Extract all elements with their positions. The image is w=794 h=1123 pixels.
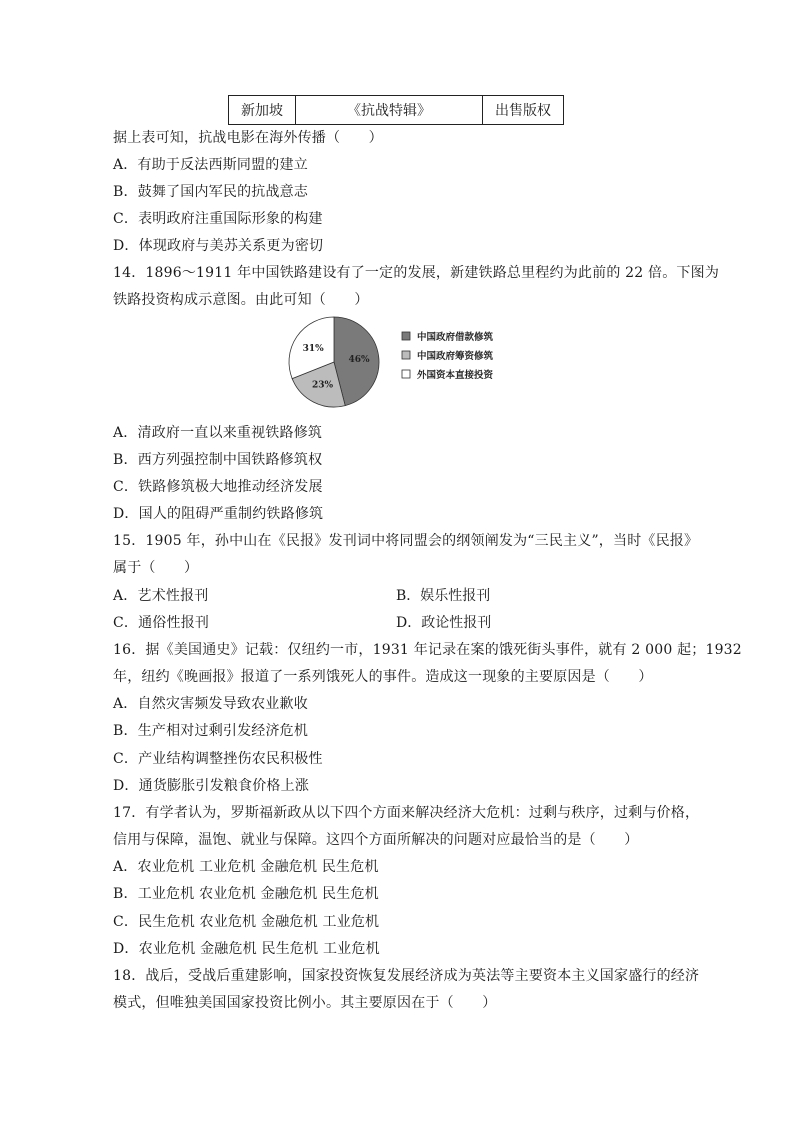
q17-option-d: D．农业危机 金融危机 民生危机 工业危机 bbox=[113, 941, 380, 957]
railway-investment-pie-chart bbox=[286, 313, 526, 411]
q13-option-d: D．体现政府与美苏关系更为密切 bbox=[113, 238, 324, 254]
q16-stem-line1: 16．据《美国通史》记载：仅纽约一市，1931 年记录在案的饿死街头事件，就有 2 000 起；1932 bbox=[113, 642, 742, 658]
film-distribution-table bbox=[228, 95, 564, 125]
q16-option-d: D．通货膨胀引发粮食价格上涨 bbox=[113, 778, 310, 794]
legend-swatch bbox=[402, 370, 410, 378]
legend-item-government-funding: 中国政府筹资修筑 bbox=[417, 351, 494, 362]
label-government-funding: 23% bbox=[312, 380, 334, 391]
q14-option-d: D．国人的阻碍严重制约铁路修筑 bbox=[113, 506, 324, 522]
legend-item-government-loan: 中国政府借款修筑 bbox=[417, 332, 494, 343]
q15-option-d: D．政论性报刊 bbox=[396, 615, 492, 631]
q15-option-b: B．娱乐性报刊 bbox=[396, 588, 491, 604]
q17-stem-line1: 17．有学者认为，罗斯福新政从以下四个方面来解决经济大危机：过剩与秩序，过剩与价格， bbox=[113, 805, 700, 821]
q14-option-c: C．铁路修筑极大地推动经济发展 bbox=[113, 479, 323, 495]
q13-option-c: C．表明政府注重国际形象的构建 bbox=[113, 211, 323, 227]
q16-option-a: A．自然灾害频发导致农业歉收 bbox=[113, 696, 308, 712]
q15-stem-line1: 15．1905 年，孙中山在《民报》发刊词中将同盟会的纲领阐发为“三民主义”，当时《民报》 bbox=[113, 533, 699, 549]
q17-option-b: B．工业危机 农业危机 金融危机 民生危机 bbox=[113, 886, 379, 902]
label-government-loan: 46% bbox=[348, 354, 370, 365]
q16-option-b: B．生产相对过剩引发经济危机 bbox=[113, 723, 309, 739]
q16-stem-line2: 年，纽约《晚画报》报道了一系列饿死人的事件。造成这一现象的主要原因是（ ） bbox=[113, 669, 653, 685]
legend-item-foreign-investment: 外国资本直接投资 bbox=[417, 370, 494, 381]
q13-stem: 据上表可知，抗战电影在海外传播（ ） bbox=[113, 130, 383, 146]
q13-option-a: A．有助于反法西斯同盟的建立 bbox=[113, 157, 308, 173]
q17-stem-line2: 信用与保障，温饱、就业与保障。这四个方面所解决的问题对应最恰当的是（ ） bbox=[113, 832, 639, 848]
table-cell-film: 《抗战特辑》 bbox=[296, 96, 483, 125]
q17-option-c: C．民生危机 农业危机 金融危机 工业危机 bbox=[113, 914, 380, 930]
q14-option-a: A．清政府一直以来重视铁路修筑 bbox=[113, 425, 323, 441]
q15-stem-line2: 属于（ ） bbox=[113, 560, 199, 576]
legend-swatch bbox=[402, 351, 410, 359]
q17-option-a: A．农业危机 工业危机 金融危机 民生危机 bbox=[113, 859, 379, 875]
table-cell-method: 出售版权 bbox=[483, 96, 564, 125]
legend-swatch bbox=[402, 332, 410, 340]
chart-legend bbox=[402, 331, 494, 381]
table-cell-country: 新加坡 bbox=[229, 96, 296, 125]
q18-stem-line1: 18．战后，受战后重建影响，国家投资恢复发展经济成为英法等主要资本主义国家盛行的经济 bbox=[113, 968, 700, 984]
q18-stem-line2: 模式，但唯独美国国家投资比例小。其主要原因在于（ ） bbox=[113, 995, 497, 1011]
q15-option-a: A．艺术性报刊 bbox=[113, 588, 209, 604]
pie-group bbox=[289, 317, 379, 407]
q13-option-b: B．鼓舞了国内军民的抗战意志 bbox=[113, 184, 309, 200]
label-foreign-investment: 31% bbox=[302, 343, 324, 354]
q14-stem-line1: 14．1896～1911 年中国铁路建设有了一定的发展，新建铁路总里程约为此前的 22 倍。下图为 bbox=[113, 265, 720, 281]
q14-stem-line2: 铁路投资构成示意图。由此可知（ ） bbox=[113, 292, 369, 308]
q15-option-c: C．通俗性报刊 bbox=[113, 615, 210, 631]
table-row bbox=[229, 96, 564, 125]
q14-option-b: B．西方列强控制中国铁路修筑权 bbox=[113, 452, 323, 468]
q16-option-c: C．产业结构调整挫伤农民积极性 bbox=[113, 751, 323, 767]
